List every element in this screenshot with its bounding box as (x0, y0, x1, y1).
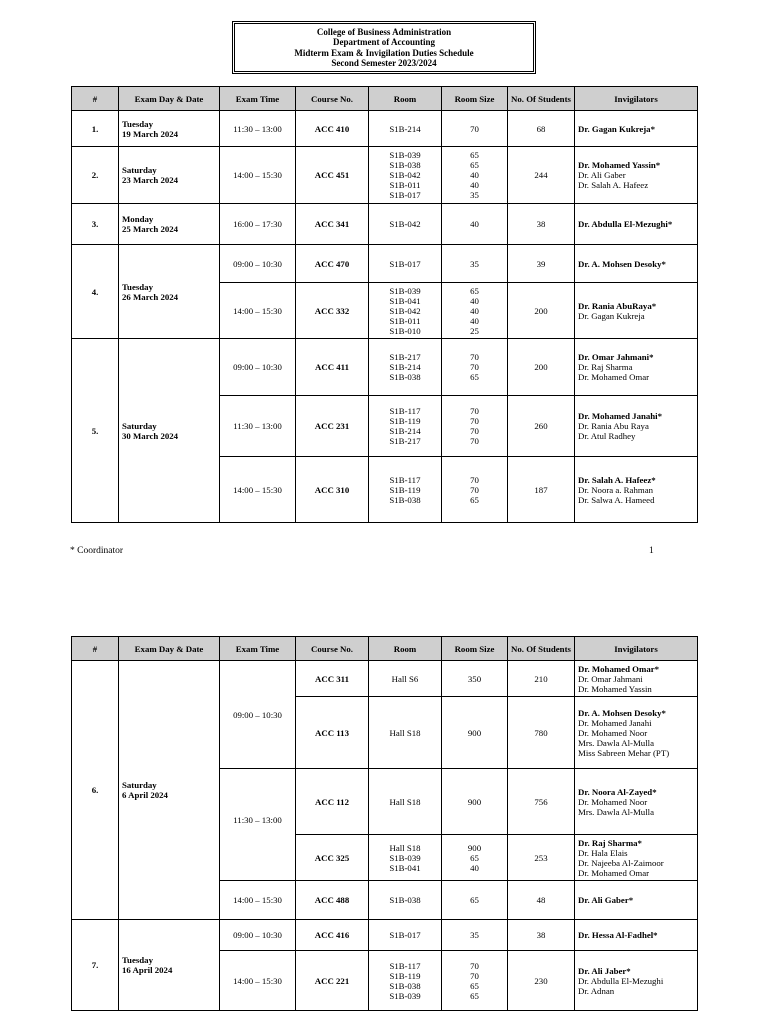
room-size-line: 70 (470, 970, 479, 981)
table-header-row (72, 87, 698, 111)
room-size (442, 881, 508, 920)
room (369, 245, 442, 283)
exam-day: Saturday (122, 420, 157, 431)
room-line: S1B-217 (389, 436, 421, 446)
exam-date: 16 April 2024 (122, 965, 173, 975)
col-header-time: Exam Time (220, 87, 296, 111)
room-size-line: 70 (470, 960, 479, 971)
exam-date: 30 March 2024 (122, 430, 179, 441)
invigilators-line: Dr. Salwa A. Hameed (578, 494, 655, 505)
col-header-course: Course No. (296, 87, 369, 111)
invigilators-line: Dr. Rania AbuRaya* (578, 300, 657, 311)
student-count: 200 (508, 283, 575, 339)
invigilators (575, 396, 698, 457)
room (369, 339, 442, 396)
room-line: Hall S18 (389, 727, 421, 738)
table-row (72, 111, 698, 147)
invigilators-line: Dr. Salah A. Hafeez* (578, 474, 656, 485)
col-header-invigilators: Invigilators (575, 637, 698, 661)
course-number: ACC 332 (296, 283, 369, 339)
invigilators-line: Dr. Ali Gaber* (578, 895, 634, 905)
room-line: S1B-017 (389, 930, 421, 940)
room-size-line: 65 (470, 372, 479, 382)
room-size-line: 40 (470, 219, 479, 229)
room-size-line: 40 (470, 315, 479, 326)
room-size-line: 70 (470, 406, 479, 416)
exam-number: 4. (72, 245, 119, 339)
exam-number: 6. (72, 661, 119, 920)
col-header-students: No. Of Students (508, 87, 575, 111)
room-line: S1B-119 (389, 484, 421, 495)
student-count: 253 (508, 835, 575, 881)
exam-time: 11:30 – 13:00 (220, 396, 296, 457)
exam-date: 26 March 2024 (122, 291, 179, 302)
invigilators-line: Dr. Abdulla El-Mezughi* (578, 219, 673, 229)
table-row (72, 245, 698, 283)
invigilators-line: Miss Sabreen Mehar (PT) (578, 747, 670, 758)
room-line: S1B-117 (389, 960, 421, 971)
invigilators (575, 769, 698, 835)
room-line: S1B-041 (389, 295, 421, 306)
room-size-line: 40 (470, 305, 479, 316)
exam-day: Monday (122, 214, 154, 224)
room-size-line: 900 (467, 727, 482, 738)
table-row (72, 920, 698, 951)
room (369, 396, 442, 457)
room (369, 661, 442, 697)
invigilators (575, 204, 698, 245)
student-count: 260 (508, 396, 575, 457)
invigilators (575, 339, 698, 396)
room-line: S1B-217 (389, 352, 421, 362)
room-line: S1B-038 (389, 494, 421, 505)
invigilators (575, 951, 698, 1011)
invigilators-line: Dr. Omar Jahmani* (578, 352, 654, 362)
room-size (442, 283, 508, 339)
room-size-line: 70 (470, 362, 479, 372)
invigilators-line: Dr. A. Mohsen Desoky* (578, 258, 666, 269)
room-size-line: 70 (470, 352, 479, 362)
col-header-number: # (72, 87, 119, 111)
room-size-line: 65 (470, 980, 479, 991)
room-size-line: 35 (470, 258, 479, 269)
header-line-college: College of Business Administration (316, 26, 452, 37)
room (369, 769, 442, 835)
exam-time: 09:00 – 10:30 (220, 245, 296, 283)
room (369, 920, 442, 951)
room-line: S1B-042 (389, 219, 421, 229)
room-size-line: 70 (470, 426, 479, 436)
room (369, 147, 442, 204)
room-size (442, 204, 508, 245)
exam-number: 2. (72, 147, 119, 204)
invigilators (575, 835, 698, 881)
invigilators (575, 283, 698, 339)
room-size-line: 900 (467, 796, 482, 807)
col-header-course: Course No. (296, 637, 369, 661)
invigilators-line: Dr. Atul Radhey (578, 431, 636, 441)
exam-number: 3. (72, 204, 119, 245)
room-size-line: 65 (470, 494, 479, 505)
table-row (72, 147, 698, 204)
invigilators-line: Dr. Omar Jahmani (578, 673, 643, 684)
invigilators-line: Dr. Raj Sharma (578, 362, 633, 372)
student-count: 187 (508, 457, 575, 523)
exam-day-date (119, 661, 220, 920)
student-count: 200 (508, 339, 575, 396)
room-line: S1B-010 (389, 325, 421, 336)
room (369, 283, 442, 339)
invigilators-line: Dr. Mohamed Yassin* (578, 160, 661, 170)
room-size-line: 25 (470, 325, 479, 336)
room-line: S1B-214 (389, 123, 421, 134)
exam-time: 11:30 – 13:00 (220, 769, 296, 881)
room-size-line: 65 (470, 160, 479, 170)
course-number: ACC 310 (296, 457, 369, 523)
col-header-day-date: Exam Day & Date (119, 637, 220, 661)
exam-time: 09:00 – 10:30 (220, 339, 296, 396)
invigilators (575, 111, 698, 147)
room-line: S1B-041 (389, 862, 421, 873)
student-count: 756 (508, 769, 575, 835)
room (369, 204, 442, 245)
room-size-line: 65 (470, 852, 479, 863)
room-size-line: 70 (470, 474, 479, 485)
room-size-line: 35 (470, 190, 479, 200)
invigilators-line: Dr. Hala Elais (578, 847, 628, 858)
room-line: S1B-119 (389, 970, 421, 981)
exam-time: 14:00 – 15:30 (220, 881, 296, 920)
room-size-line: 65 (470, 895, 479, 905)
room-line: S1B-038 (389, 980, 421, 991)
exam-time: 14:00 – 15:30 (220, 457, 296, 523)
room-size (442, 697, 508, 769)
room-size-line: 40 (470, 862, 479, 873)
invigilators-line: Dr. Mohamed Omar (578, 372, 650, 382)
invigilators-line: Dr. Mohamed Noor (578, 727, 648, 738)
invigilators (575, 697, 698, 769)
exam-day: Saturday (122, 165, 157, 175)
room-size (442, 661, 508, 697)
room-line: S1B-039 (389, 852, 421, 863)
invigilators-line: Dr. Hessa Al-Fadhel* (578, 930, 658, 940)
room-size-line: 65 (470, 285, 479, 296)
invigilators-line: Dr. Abdulla El-Mezughi (578, 975, 664, 986)
student-count: 68 (508, 111, 575, 147)
room-line: S1B-038 (389, 160, 421, 170)
room-size (442, 396, 508, 457)
course-number: ACC 416 (296, 920, 369, 951)
col-header-room-size: Room Size (442, 637, 508, 661)
room-line: S1B-214 (389, 362, 421, 372)
student-count: 230 (508, 951, 575, 1011)
invigilators-line: Dr. Ali Gaber (578, 170, 626, 180)
student-count: 39 (508, 245, 575, 283)
student-count: 48 (508, 881, 575, 920)
room-line: S1B-011 (389, 180, 421, 190)
invigilators-line: Dr. Mohamed Omar (578, 867, 650, 878)
col-header-room-size: Room Size (442, 87, 508, 111)
room-size-line: 65 (470, 150, 479, 160)
room-line: S1B-117 (389, 406, 421, 416)
exam-day-date (119, 245, 220, 339)
course-number: ACC 411 (296, 339, 369, 396)
room-size-line: 900 (467, 842, 482, 853)
room-line: S1B-119 (389, 416, 421, 426)
room-size-line: 40 (470, 295, 479, 306)
room-size-line: 65 (470, 990, 479, 1001)
room-size (442, 339, 508, 396)
room-size-line: 70 (470, 416, 479, 426)
course-number: ACC 451 (296, 147, 369, 204)
room-line: S1B-039 (389, 990, 421, 1001)
col-header-day-date: Exam Day & Date (119, 87, 220, 111)
invigilators-line: Mrs. Dawla Al-Mulla (578, 806, 654, 817)
room (369, 835, 442, 881)
room-line: S1B-042 (389, 170, 421, 180)
col-header-room: Room (369, 637, 442, 661)
course-number: ACC 488 (296, 881, 369, 920)
room-line: S1B-017 (389, 190, 421, 200)
invigilators (575, 881, 698, 920)
invigilators-line: Dr. Mohamed Yassin (578, 683, 652, 694)
invigilators-line: Dr. Mohamed Janahi (578, 717, 652, 728)
room (369, 697, 442, 769)
invigilators-line: Dr. Gagan Kukreja (578, 310, 645, 321)
room (369, 111, 442, 147)
room (369, 457, 442, 523)
invigilators-line: Dr. Noora Al-Zayed* (578, 786, 657, 797)
exam-day: Saturday (122, 780, 157, 790)
exam-number: 1. (72, 111, 119, 147)
invigilators-line: Dr. Mohamed Omar* (578, 663, 660, 674)
room-size (442, 769, 508, 835)
room-line: Hall S18 (389, 842, 421, 853)
exam-time: 09:00 – 10:30 (220, 661, 296, 769)
room-size-line: 70 (470, 436, 479, 446)
course-number: ACC 113 (296, 697, 369, 769)
room-line: Hall S6 (391, 673, 419, 684)
room-size-line: 70 (470, 123, 479, 134)
room-line: S1B-038 (389, 895, 421, 905)
exam-day-date (119, 920, 220, 1011)
header-line-semester: Second Semester 2023/2024 (331, 58, 437, 68)
invigilators-line: Dr. Najeeba Al-Zaimoor (578, 857, 664, 868)
room-line: S1B-042 (389, 305, 421, 316)
student-count: 210 (508, 661, 575, 697)
invigilators-line: Dr. Adnan (578, 985, 615, 996)
invigilators-line: Dr. Salah A. Hafeez (578, 180, 649, 190)
schedule-header (232, 21, 536, 74)
course-number: ACC 341 (296, 204, 369, 245)
table-header-row (72, 637, 698, 661)
room-line: S1B-017 (389, 258, 421, 269)
col-header-invigilators: Invigilators (575, 87, 698, 111)
student-count: 38 (508, 204, 575, 245)
invigilators-line: Dr. Gagan Kukreja* (578, 123, 655, 134)
room-size (442, 951, 508, 1011)
room-line: S1B-039 (389, 285, 421, 296)
exam-day: Tuesday (122, 955, 153, 965)
header-line-department: Department of Accounting (333, 37, 435, 47)
footnote: * Coordinator (70, 546, 124, 556)
room-size-line: 40 (470, 180, 479, 190)
col-header-students: No. Of Students (508, 637, 575, 661)
schedule-table-page1 (71, 86, 698, 523)
exam-day-date (119, 147, 220, 204)
room (369, 951, 442, 1011)
exam-time: 16:00 – 17:30 (220, 204, 296, 245)
invigilators-line: Dr. Mohamed Noor (578, 796, 648, 807)
room-size-line: 40 (470, 170, 479, 180)
page-number: 1 (649, 546, 654, 556)
exam-time: 11:30 – 13:00 (220, 111, 296, 147)
course-number: ACC 311 (296, 661, 369, 697)
invigilators-line: Dr. Noora a. Rahman (578, 484, 653, 495)
col-header-number: # (72, 637, 119, 661)
room-line: S1B-038 (389, 372, 421, 382)
exam-date: 19 March 2024 (122, 128, 179, 139)
exam-number: 7. (72, 920, 119, 1011)
invigilators-line: Dr. Ali Jaber* (578, 965, 631, 976)
invigilators-line: Dr. Rania Abu Raya (578, 421, 649, 431)
header-line-title: Midterm Exam & Invigilation Duties Schedule (294, 47, 474, 58)
room-line: S1B-039 (389, 150, 421, 160)
room-size-line: 35 (470, 930, 479, 940)
exam-time: 09:00 – 10:30 (220, 920, 296, 951)
invigilators (575, 661, 698, 697)
exam-day-date (119, 204, 220, 245)
room-size (442, 147, 508, 204)
course-number: ACC 231 (296, 396, 369, 457)
room-size (442, 457, 508, 523)
room-size-line: 350 (467, 673, 482, 684)
exam-day: Tuesday (122, 118, 153, 129)
exam-date: 23 March 2024 (122, 175, 179, 185)
exam-time: 14:00 – 15:30 (220, 147, 296, 204)
invigilators (575, 147, 698, 204)
room-size-line: 70 (470, 484, 479, 495)
room-line: S1B-214 (389, 426, 421, 436)
exam-day-date (119, 339, 220, 523)
exam-date: 25 March 2024 (122, 224, 179, 234)
student-count: 780 (508, 697, 575, 769)
table-row (72, 661, 698, 697)
room-size (442, 245, 508, 283)
col-header-time: Exam Time (220, 637, 296, 661)
course-number: ACC 470 (296, 245, 369, 283)
student-count: 38 (508, 920, 575, 951)
invigilators-line: Mrs. Dawla Al-Mulla (578, 737, 654, 748)
invigilators (575, 457, 698, 523)
invigilators-line: Dr. A. Mohsen Desoky* (578, 707, 666, 718)
table-row (72, 204, 698, 245)
room-size (442, 920, 508, 951)
table-row (72, 339, 698, 396)
student-count: 244 (508, 147, 575, 204)
course-number: ACC 325 (296, 835, 369, 881)
exam-day-date (119, 111, 220, 147)
exam-date: 6 April 2024 (122, 790, 168, 800)
exam-time: 14:00 – 15:30 (220, 951, 296, 1011)
room-size (442, 835, 508, 881)
course-number: ACC 112 (296, 769, 369, 835)
room (369, 881, 442, 920)
invigilators-line: Dr. Raj Sharma* (578, 837, 642, 848)
exam-time: 14:00 – 15:30 (220, 283, 296, 339)
room-line: Hall S18 (389, 796, 421, 807)
invigilators (575, 920, 698, 951)
invigilators (575, 245, 698, 283)
room-line: S1B-011 (389, 315, 421, 326)
exam-number: 5. (72, 339, 119, 523)
room-line: S1B-117 (389, 474, 421, 485)
schedule-table-page2 (71, 636, 698, 1011)
invigilators-line: Dr. Mohamed Janahi* (578, 411, 662, 421)
course-number: ACC 410 (296, 111, 369, 147)
col-header-room: Room (369, 87, 442, 111)
course-number: ACC 221 (296, 951, 369, 1011)
exam-day: Tuesday (122, 281, 153, 292)
room-size (442, 111, 508, 147)
